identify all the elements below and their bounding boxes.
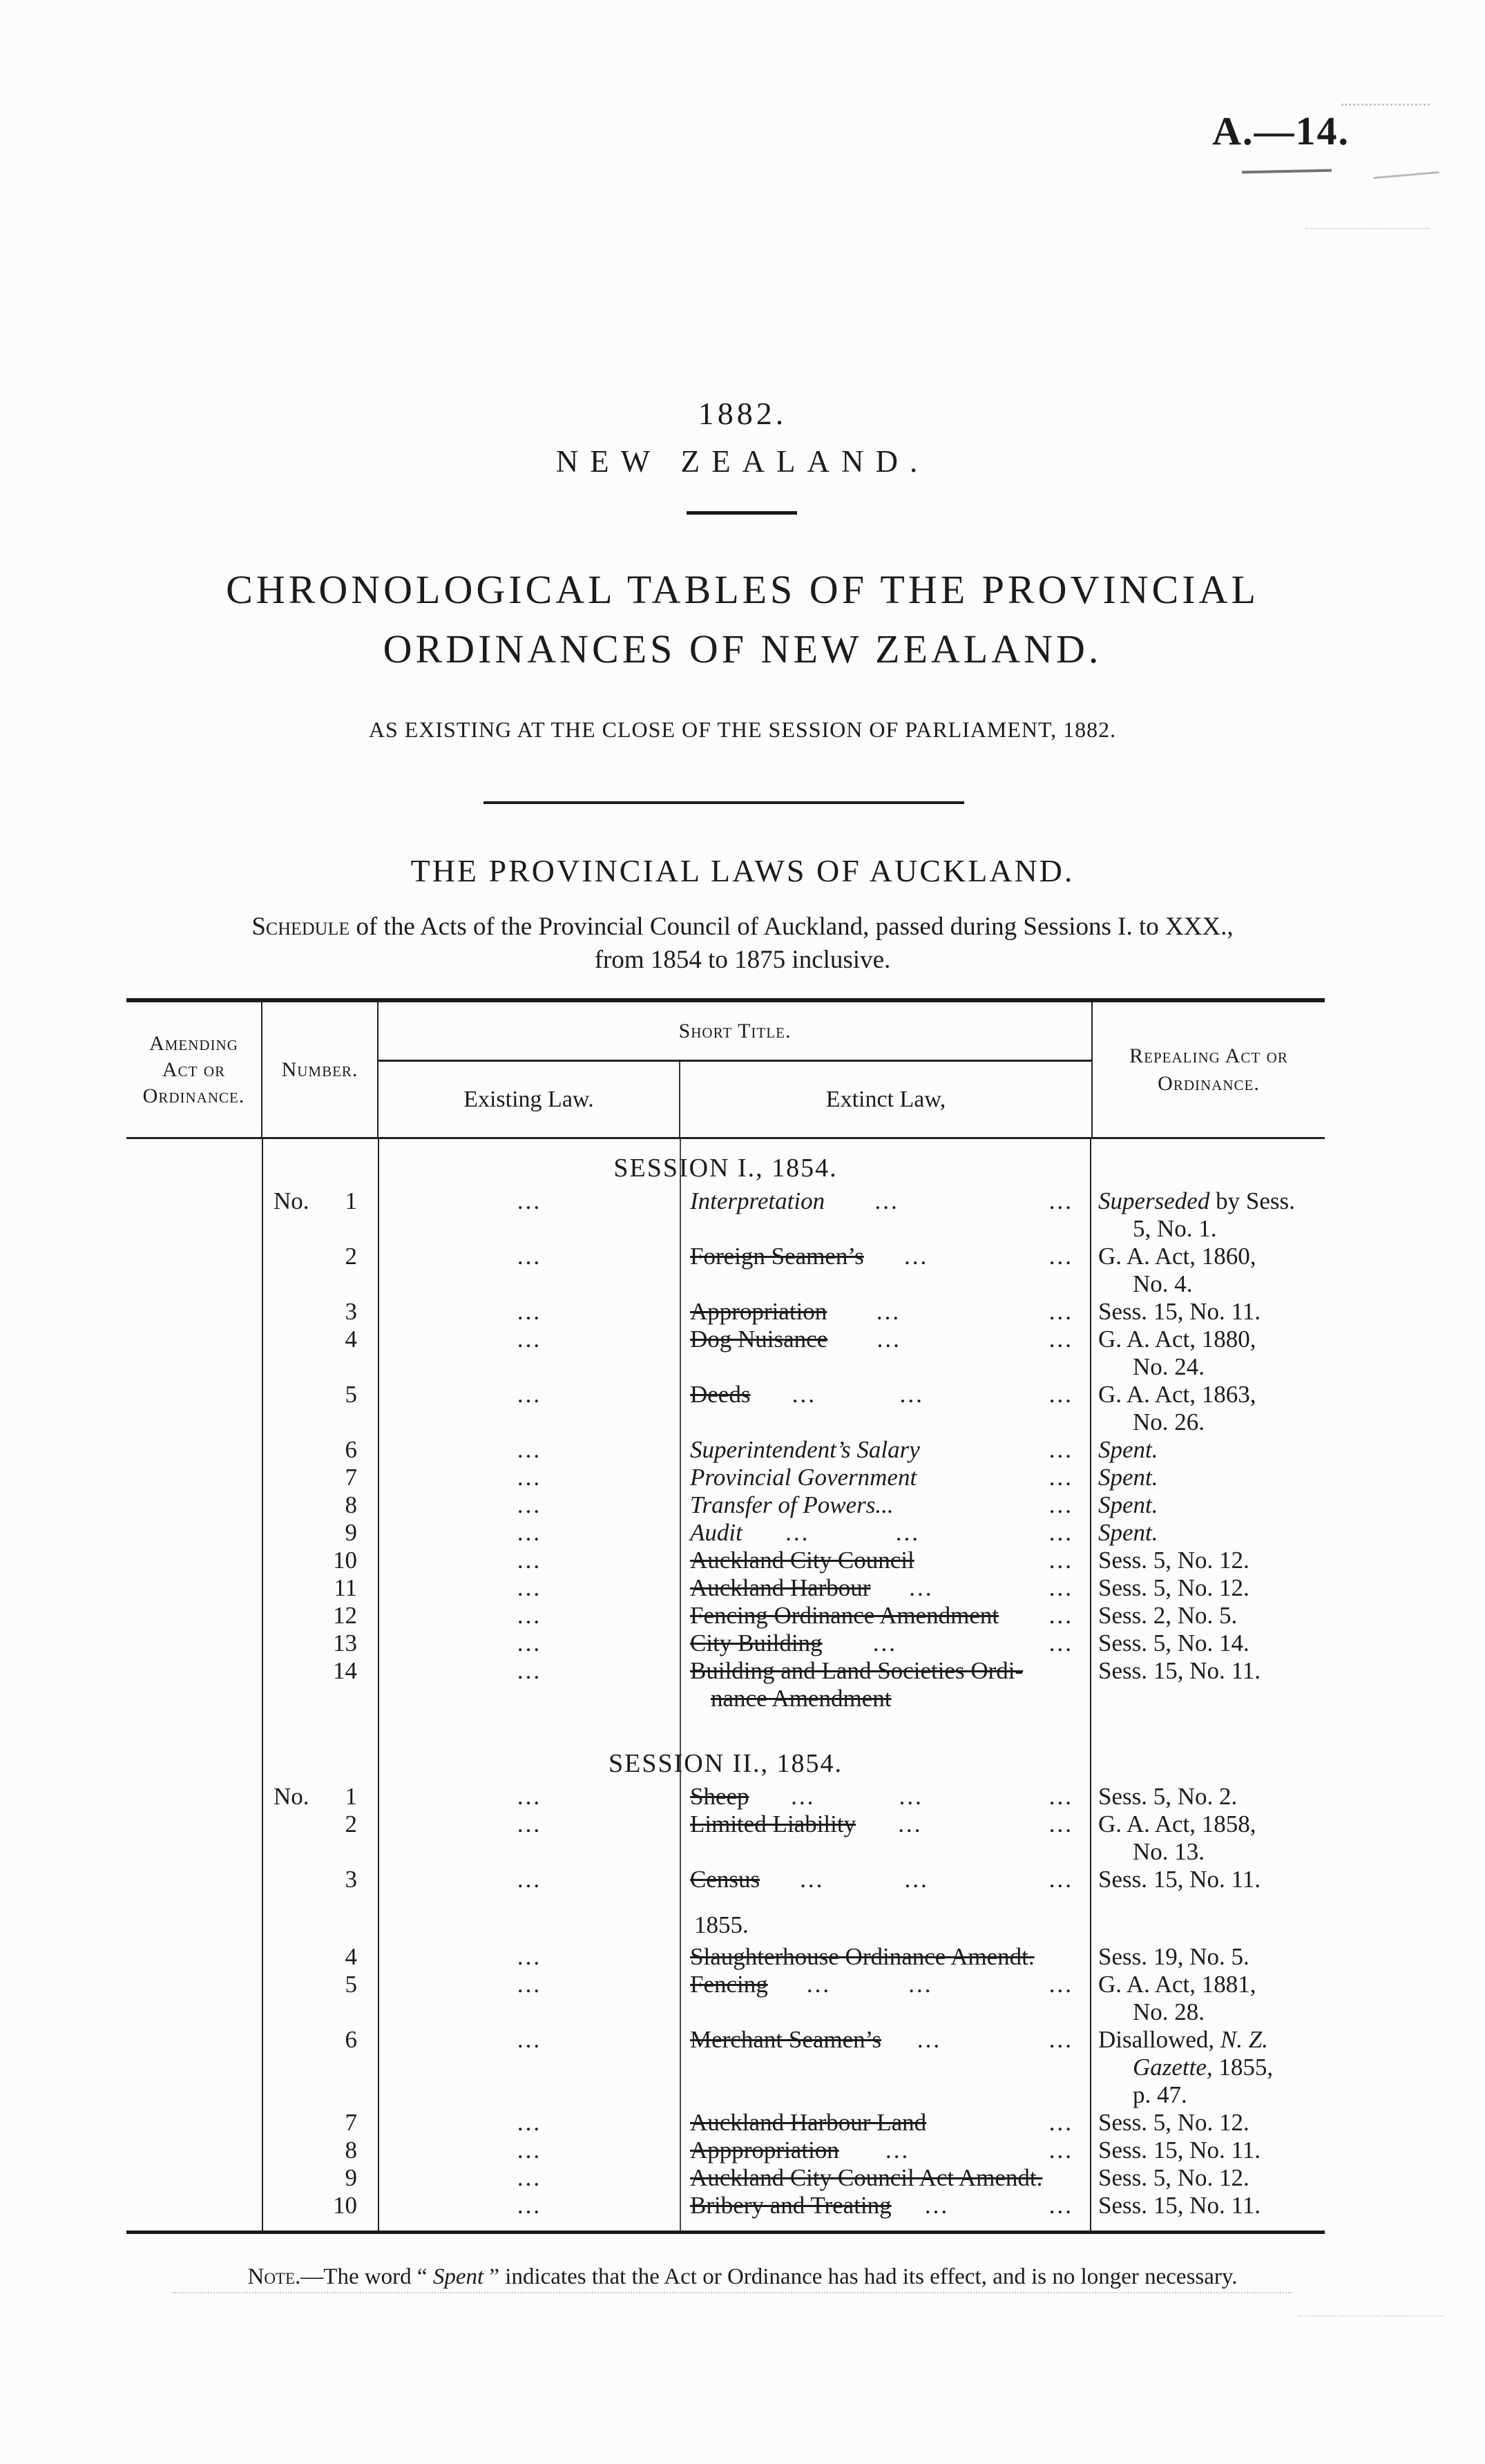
main-title-line2: ORDINANCES OF NEW ZEALAND. xyxy=(383,627,1102,671)
cell-extinct-law: Interpretation ... ... xyxy=(680,1187,1091,1243)
repealing-line: Sess. 5, No. 2. xyxy=(1098,1783,1238,1810)
dot-leader: ... xyxy=(1048,1464,1073,1491)
dot-leader: ... xyxy=(1048,1602,1073,1629)
table-row xyxy=(126,1298,1325,1326)
header-extinct-law: Extinct Law, xyxy=(825,1086,946,1112)
cell-amending xyxy=(126,2192,262,2219)
section-heading: THE PROVINCIAL LAWS OF AUCKLAND. xyxy=(410,853,1075,888)
table-row xyxy=(126,1943,1325,1971)
cell-number: 10 xyxy=(333,2192,357,2219)
dot-leader: ... xyxy=(1048,1298,1074,1325)
cell-extinct-law: Merchant Seamen’s ... ... xyxy=(680,2026,1091,2109)
table-row xyxy=(126,1630,1325,1657)
ordinance-table xyxy=(126,998,1325,2234)
year-heading: 1882. xyxy=(698,396,787,431)
table-row xyxy=(126,2164,1325,2192)
cell-repealing xyxy=(1091,2164,1325,2192)
table-row xyxy=(126,1243,1325,1298)
cell-amending xyxy=(126,1971,262,2026)
cell-extinct-law: Auckland City Council ... xyxy=(680,1547,1091,1574)
repealing-line: Spent. xyxy=(1098,1464,1158,1491)
repealing-line: Sess. 2, No. 5. xyxy=(1098,1602,1238,1629)
cell-amending xyxy=(126,1436,262,1464)
subtitle: AS EXISTING AT THE CLOSE OF THE SESSION OF PARLIAMENT, 1882. xyxy=(368,717,1117,742)
dot-leader: ... xyxy=(1048,1811,1074,1837)
dot-leader: ... xyxy=(876,1326,901,1353)
dot-leader: ... xyxy=(1048,1574,1074,1601)
scan-artifact xyxy=(1373,171,1439,179)
dot-leader: ... xyxy=(899,1783,923,1810)
cell-number: 3 xyxy=(345,1866,357,1893)
cell-extinct-law: Fencing Ordinance Amendment ... xyxy=(680,1602,1091,1630)
cell-existing-law: ... xyxy=(517,2109,542,2136)
repealing-line: Sess. 15, No. 11. xyxy=(1098,2192,1261,2219)
cell-existing-law: ... xyxy=(517,1464,542,1491)
cell-number: 6 xyxy=(345,2026,357,2053)
cell-repealing xyxy=(1091,1436,1325,1464)
repealing-line: Sess. 5, No. 12. xyxy=(1098,1547,1249,1574)
cell-repealing xyxy=(1091,2026,1325,2109)
cell-existing-law: ... xyxy=(517,1630,542,1656)
cell-number: 7 xyxy=(345,1464,357,1491)
session-heading: SESSION I., 1854. xyxy=(613,1154,838,1183)
scan-artifact xyxy=(1305,228,1430,229)
cell-existing-law: ... xyxy=(517,1243,542,1270)
dot-leader: ... xyxy=(1048,1243,1073,1270)
dot-leader: ... xyxy=(785,1519,810,1546)
nation-heading: NEW ZEALAND. xyxy=(555,444,930,479)
repealing-line: Sess. 15, No. 11. xyxy=(1098,1657,1261,1684)
cell-existing-law: ... xyxy=(517,1866,542,1893)
repealing-line: No. 13. xyxy=(1133,1838,1205,1865)
cell-extinct-law: Auckland Harbour ... ... xyxy=(680,1574,1091,1602)
cell-existing-law: ... xyxy=(517,1811,542,1837)
cell-extinct-law: Superintendent’s Salary ... xyxy=(680,1436,1091,1464)
repealing-line: Sess. 5, No. 14. xyxy=(1098,1630,1249,1656)
cell-extinct-law: Transfer of Powers... ... xyxy=(680,1491,1091,1519)
cell-number: 6 xyxy=(345,1436,357,1463)
cell-existing-law: ... xyxy=(517,1519,542,1546)
cell-extinct-law: Fencing ... ... ... xyxy=(680,1971,1091,2026)
cell-existing-law: ... xyxy=(517,1657,542,1684)
repealing-line: Sess. 15, No. 11. xyxy=(1098,1298,1261,1325)
cell-number: 14 xyxy=(333,1657,357,1684)
cell-existing-law: ... xyxy=(517,1943,542,1970)
scan-artifact xyxy=(173,2292,1292,2293)
dot-leader: ... xyxy=(1048,1491,1073,1518)
repealing-line: Disallowed, N. Z. xyxy=(1098,2026,1268,2053)
cell-existing-law: ... xyxy=(517,1971,542,1998)
cell-number: No. 1 xyxy=(274,1783,357,1810)
cell-amending xyxy=(126,1630,262,1657)
cell-existing-law: ... xyxy=(517,1326,542,1353)
dot-leader: ... xyxy=(1048,1971,1073,1998)
repealing-line: No. 4. xyxy=(1133,1270,1193,1297)
scan-artifact xyxy=(1341,104,1430,106)
number-prefix: No. xyxy=(274,1187,309,1214)
repealing-line: No. 26. xyxy=(1133,1408,1205,1435)
repealing-line: No. 24. xyxy=(1133,1353,1205,1380)
table-row xyxy=(126,1381,1325,1436)
dot-leader: ... xyxy=(1048,2109,1073,2136)
main-title-line1: CHRONOLOGICAL TABLES OF THE PROVINCIAL xyxy=(226,567,1259,612)
cell-extinct-law: Building and Land Societies Ordi- nance Amendment xyxy=(690,1657,1024,1712)
dot-leader: ... xyxy=(1048,1381,1073,1408)
cell-existing-law: ... xyxy=(517,2137,542,2164)
dot-leader: ... xyxy=(872,1630,898,1656)
table-row xyxy=(126,2137,1325,2164)
cell-amending xyxy=(126,2137,262,2164)
table-row xyxy=(126,1547,1325,1574)
dot-leader: ... xyxy=(791,1783,816,1810)
repealing-line: Sess. 5, No. 12. xyxy=(1098,2109,1249,2136)
table-row xyxy=(126,2026,1325,2109)
repealing-line: No. 28. xyxy=(1133,1998,1205,2025)
table-row xyxy=(126,1491,1325,1519)
dot-leader: ... xyxy=(904,1866,929,1893)
scan-artifact xyxy=(1242,169,1332,174)
cell-extinct-law: Deeds ... ... ... xyxy=(680,1381,1091,1436)
cell-repealing xyxy=(1091,1464,1325,1491)
cell-number: No. 1 xyxy=(274,1187,357,1214)
dot-leader: ... xyxy=(792,1381,817,1408)
dot-leader: ... xyxy=(1048,1630,1073,1656)
cell-repealing xyxy=(1091,1943,1325,1971)
scan-artifact xyxy=(1299,2315,1444,2317)
cell-extinct-law: Auckland Harbour Land ... xyxy=(680,2109,1091,2137)
table-row xyxy=(126,1326,1325,1381)
cell-amending xyxy=(126,1811,262,1866)
table-row xyxy=(126,1436,1325,1464)
dot-leader: ... xyxy=(885,2137,910,2164)
dot-leader: ... xyxy=(1048,1187,1074,1214)
cell-existing-law: ... xyxy=(517,2192,542,2219)
cell-extinct-law: Provincial Government ... xyxy=(680,1464,1091,1491)
repealing-line: 5, No. 1. xyxy=(1133,1215,1217,1242)
dot-leader: ... xyxy=(874,1187,899,1214)
cell-extinct-law: City Building ... ... xyxy=(680,1630,1091,1657)
divider-rule xyxy=(687,511,797,515)
cell-extinct-law: Sheep ... ... ... xyxy=(680,1783,1091,1811)
cell-amending xyxy=(126,1519,262,1547)
header-repealing-act-or-ordinance: Repealing Act or Ordinance. xyxy=(1129,1044,1288,1095)
table-row xyxy=(126,1574,1325,1602)
repealing-line: G. A. Act, 1858, xyxy=(1098,1811,1256,1837)
cell-repealing xyxy=(1091,1783,1325,1811)
cell-repealing xyxy=(1091,1491,1325,1519)
table-section xyxy=(126,1750,1325,2219)
cell-amending xyxy=(126,1298,262,1326)
cell-number: 11 xyxy=(334,1574,357,1601)
cell-number: 5 xyxy=(345,1971,357,1998)
cell-amending xyxy=(126,1943,262,1971)
dot-leader: ... xyxy=(917,2026,942,2053)
cell-extinct-law: Bribery and Treating ... ... xyxy=(680,2192,1091,2219)
cell-number: 4 xyxy=(345,1326,357,1353)
cell-repealing xyxy=(1091,1187,1325,1243)
repealing-line: Gazette, 1855, xyxy=(1133,2054,1274,2081)
header-short-title-group xyxy=(379,1002,1093,1137)
cell-amending xyxy=(126,1464,262,1491)
table-row xyxy=(126,1519,1325,1547)
cell-amending xyxy=(126,1243,262,1298)
cell-extinct-law: Audit ... ... ... xyxy=(680,1519,1091,1547)
cell-extinct-law: Dog Nuisance ... ... xyxy=(680,1326,1091,1381)
cell-existing-law: ... xyxy=(517,1187,542,1214)
cell-amending xyxy=(126,1187,262,1243)
cell-extinct-law: Appropriation ... ... xyxy=(680,1298,1091,1326)
header-short-title: Short Title. xyxy=(379,1002,1091,1062)
dot-leader: ... xyxy=(1048,1866,1074,1893)
dot-leader: ... xyxy=(876,1298,901,1325)
cell-extinct-law: Foreign Seamen’s ... ... xyxy=(680,1243,1091,1298)
dot-leader: ... xyxy=(909,1574,934,1601)
cell-amending xyxy=(126,1491,262,1519)
cell-amending xyxy=(126,2164,262,2192)
footnote: Note.—The word “ Spent ” indicates that the Act or Ordinance has had its effect, and is no longer necessary. xyxy=(247,2264,1238,2289)
cell-extinct-law: Slaughterhouse Ordinance Amendt. xyxy=(690,1943,1035,1970)
cell-number: 8 xyxy=(345,1491,357,1518)
cell-existing-law: ... xyxy=(517,1436,542,1463)
table-row xyxy=(126,1866,1325,1893)
table-section xyxy=(126,1154,1325,1712)
cell-amending xyxy=(126,1381,262,1436)
cell-repealing xyxy=(1091,2109,1325,2137)
table-header xyxy=(126,1002,1325,1139)
table-row xyxy=(126,1657,1325,1712)
cell-existing-law: ... xyxy=(517,1574,542,1601)
cell-number: 5 xyxy=(345,1381,357,1408)
dot-leader: ... xyxy=(1048,1783,1073,1810)
cell-amending xyxy=(126,1866,262,1893)
dot-leader: ... xyxy=(895,1519,921,1546)
cell-amending xyxy=(126,1783,262,1811)
repealing-line: Sess. 5, No. 12. xyxy=(1098,1574,1249,1601)
repealing-line: G. A. Act, 1863, xyxy=(1098,1381,1256,1408)
cell-repealing xyxy=(1091,1298,1325,1326)
cell-number: 7 xyxy=(345,2109,357,2136)
cell-repealing xyxy=(1091,1519,1325,1547)
cell-number: 8 xyxy=(345,2137,357,2164)
header-existing-law: Existing Law. xyxy=(379,1062,680,1137)
cell-existing-law: ... xyxy=(517,1491,542,1518)
cell-amending xyxy=(126,1547,262,1574)
cell-repealing xyxy=(1091,1547,1325,1574)
divider-rule xyxy=(483,801,964,804)
cell-number: 2 xyxy=(345,1811,357,1837)
cell-number: 9 xyxy=(345,1519,357,1546)
repealing-line: Spent. xyxy=(1098,1491,1158,1518)
document-reference: A.—14. xyxy=(1212,108,1350,153)
dot-leader: ... xyxy=(1048,2192,1074,2219)
schedule-text-line1: Schedule of the Acts of the Provincial Council of Auckland, passed during Sessions I. to XXX., xyxy=(251,913,1234,941)
cell-existing-law: ... xyxy=(517,1298,542,1325)
cell-amending xyxy=(126,2109,262,2137)
table-row xyxy=(126,2109,1325,2137)
cell-extinct-law: Census ... ... ... xyxy=(680,1866,1091,1893)
repealing-line: G. A. Act, 1881, xyxy=(1098,1971,1256,1998)
cell-existing-law: ... xyxy=(517,1381,542,1408)
dot-leader: ... xyxy=(806,1971,832,1998)
cell-repealing xyxy=(1091,1866,1325,1893)
cell-amending xyxy=(126,2026,262,2109)
table-body xyxy=(126,1139,1325,2234)
repealing-line: Sess. 5, No. 12. xyxy=(1098,2164,1249,2191)
header-number: Number. xyxy=(262,1002,379,1137)
repealing-line: Spent. xyxy=(1098,1519,1158,1546)
year-subheading: 1855. xyxy=(694,1911,749,1938)
cell-existing-law: ... xyxy=(517,2026,542,2053)
cell-repealing xyxy=(1091,1326,1325,1381)
repealing-line: G. A. Act, 1880, xyxy=(1098,1326,1256,1353)
cell-extinct-law: Apppropriation ... ... xyxy=(680,2137,1091,2164)
cell-existing-law: ... xyxy=(517,1602,542,1629)
dot-leader: ... xyxy=(898,1811,923,1837)
cell-repealing xyxy=(1091,1381,1325,1436)
repealing-line: Sess. 19, No. 5. xyxy=(1098,1943,1249,1970)
cell-repealing xyxy=(1091,1971,1325,2026)
cell-number: 3 xyxy=(345,1298,357,1325)
table-row xyxy=(126,1464,1325,1491)
table-row xyxy=(126,2192,1325,2219)
dot-leader: ... xyxy=(1048,1547,1073,1574)
cell-number: 4 xyxy=(345,1943,357,1970)
session-heading: SESSION II., 1854. xyxy=(609,1749,843,1778)
cell-repealing xyxy=(1091,1657,1325,1712)
cell-number: 2 xyxy=(345,1243,357,1270)
cell-repealing xyxy=(1091,1630,1325,1657)
header-amending-act-or-ordinance: Amending Act or Ordinance. xyxy=(126,1002,262,1137)
table-row xyxy=(126,1602,1325,1630)
dot-leader: ... xyxy=(1048,1326,1074,1353)
cell-amending xyxy=(126,1326,262,1381)
cell-extinct-law: Auckland City Council Act Amendt. xyxy=(690,2164,1043,2191)
repealing-line: p. 47. xyxy=(1133,2081,1187,2108)
table-row xyxy=(126,1971,1325,2026)
number-prefix: No. xyxy=(274,1783,309,1810)
cell-amending xyxy=(126,1657,262,1712)
dot-leader: ... xyxy=(924,2192,950,2219)
repealing-line: Spent. xyxy=(1098,1436,1158,1463)
cell-number: 12 xyxy=(333,1602,357,1629)
cell-amending xyxy=(126,1602,262,1630)
schedule-text-line2: from 1854 to 1875 inclusive. xyxy=(594,946,891,974)
cell-number: 9 xyxy=(345,2164,357,2191)
cell-existing-law: ... xyxy=(517,2164,542,2191)
cell-number: 10 xyxy=(333,1547,357,1574)
dot-leader: ... xyxy=(1048,2137,1074,2164)
cell-extinct-law: Limited Liability ... ... xyxy=(680,1811,1091,1866)
dot-leader: ... xyxy=(1048,1436,1073,1463)
cell-existing-law: ... xyxy=(517,1783,542,1810)
cell-repealing xyxy=(1091,2137,1325,2164)
table-row xyxy=(126,1187,1325,1243)
dot-leader: ... xyxy=(903,1243,929,1270)
dot-leader: ... xyxy=(1048,2026,1073,2053)
dot-leader: ... xyxy=(899,1381,924,1408)
repealing-line: Superseded by Sess. xyxy=(1098,1187,1295,1214)
cell-repealing xyxy=(1091,1602,1325,1630)
repealing-line: Sess. 15, No. 11. xyxy=(1098,2137,1261,2164)
table-row xyxy=(126,1811,1325,1866)
cell-repealing xyxy=(1091,2192,1325,2219)
table-row xyxy=(126,1783,1325,1811)
dot-leader: ... xyxy=(800,1866,825,1893)
repealing-line: Sess. 15, No. 11. xyxy=(1098,1866,1261,1893)
cell-repealing xyxy=(1091,1574,1325,1602)
dot-leader: ... xyxy=(908,1971,933,1998)
cell-repealing xyxy=(1091,1243,1325,1298)
cell-amending xyxy=(126,1574,262,1602)
cell-number: 13 xyxy=(333,1630,357,1656)
dot-leader: ... xyxy=(1048,1519,1073,1546)
cell-existing-law: ... xyxy=(517,1547,542,1574)
repealing-line: G. A. Act, 1860, xyxy=(1098,1243,1256,1270)
cell-repealing xyxy=(1091,1811,1325,1866)
